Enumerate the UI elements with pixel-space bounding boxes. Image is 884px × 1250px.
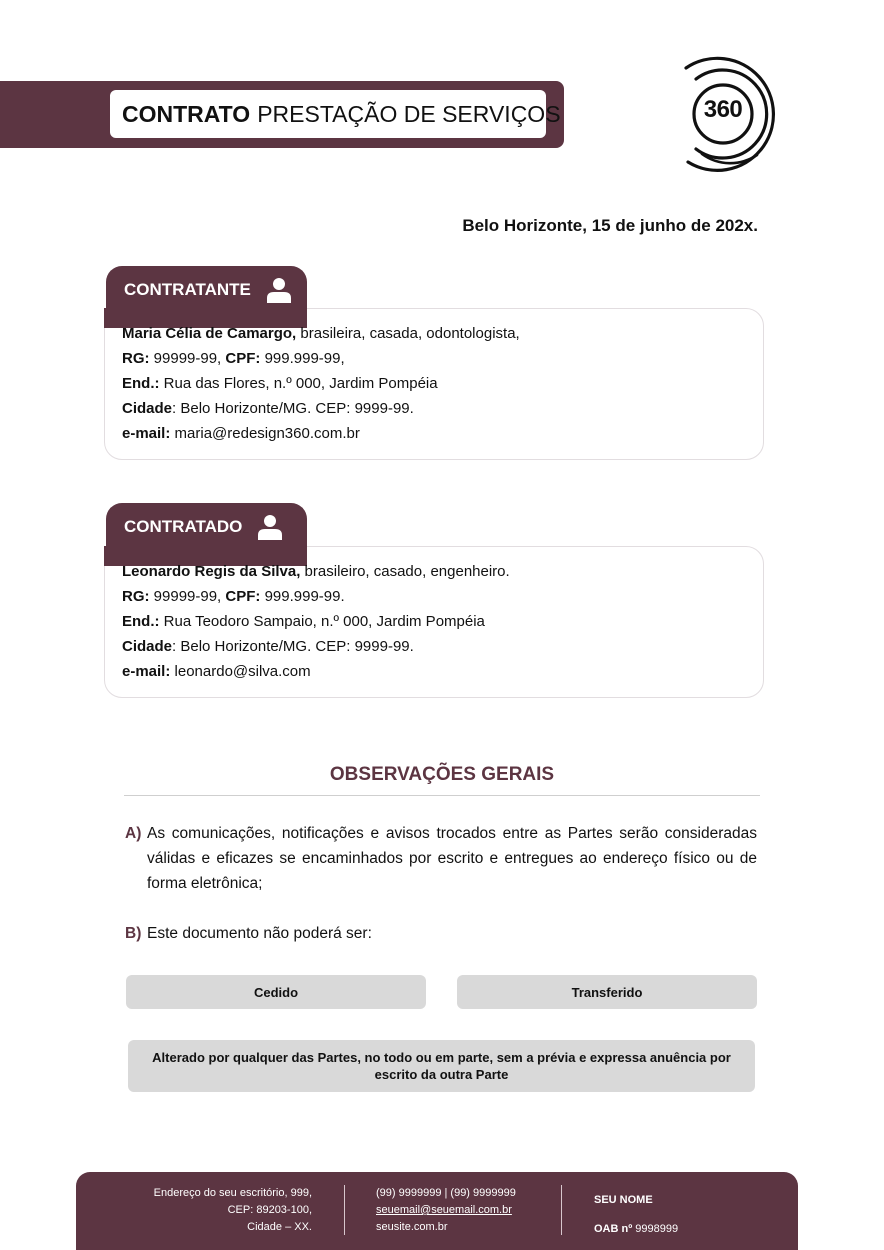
contratante-tab [106,266,307,314]
date-line: Belo Horizonte, 15 de junho de 202x. [462,216,758,235]
footer [76,1172,798,1250]
contratante-details [122,321,752,446]
footer-phones: (99) 9999999 | (99) 9999999 [376,1187,516,1199]
clause-b-text: Este documento não poderá ser: [147,925,372,942]
clause-a-text: As comunicações, notificações e avisos trocados entre as Partes serão consideradas válidas e eficazes se encaminhados por escrito e entregues ao endereço físico ou de forma eletrônica; [147,825,757,892]
address-line-3: Cidade – XX. [247,1221,312,1233]
contratado-tab [106,503,307,551]
option-cedido: Cedido [126,975,426,1009]
person-icon [267,277,291,303]
end-label: End.: [122,375,160,392]
contratado-details [122,559,752,684]
contratado-label: CONTRATADO [124,517,243,536]
cpf-label: CPF: [225,350,261,367]
cidade-value: : Belo Horizonte/MG. CEP: 9999-99. [172,400,414,417]
footer-contact [376,1185,516,1236]
oab-value: 9998999 [632,1223,679,1235]
cidade-value: : Belo Horizonte/MG. CEP: 9999-99. [172,638,414,655]
observacoes-title: OBSERVAÇÕES GERAIS [329,764,555,785]
cidade-label: Cidade [122,400,173,417]
cpf-label: CPF: [225,588,261,605]
footer-divider [561,1185,562,1235]
contratado-name: Leonardo Regis da Silva, [122,563,301,580]
document-title [110,90,561,138]
end-label: End.: [122,613,160,630]
cpf-value: 999.999-99. [260,588,345,605]
rg-value: 99999-99, [149,588,226,605]
contratante-label: CONTRATANTE [124,280,251,299]
rg-label: RG: [122,588,150,605]
footer-address [154,1185,312,1236]
cpf-value: 999.999-99, [260,350,345,367]
email-value: maria@redesign360.com.br [170,425,360,442]
footer-site-link[interactable]: seusite.com.br [376,1221,448,1233]
logo-text: 360 [703,96,743,123]
person-icon [258,514,282,540]
footer-email-link[interactable]: seuemail@seuemail.com.br [376,1204,512,1216]
email-label: e-mail: [122,663,171,680]
clause-b [125,921,757,946]
clause-a-letter: A) [125,825,142,842]
contratante-name: Maria Célia de Camargo, [122,325,297,342]
email-value: leonardo@silva.com [170,663,311,680]
address-line-1: Endereço do seu escritório, 999, [153,1187,312,1199]
address-line-2: CEP: 89203-100, [227,1204,312,1216]
end-value: Rua Teodoro Sampaio, n.º 000, Jardim Pompéia [159,613,485,630]
email-label: e-mail: [122,425,171,442]
footer-divider [344,1185,345,1235]
clause-b-letter: B) [125,925,142,942]
rg-value: 99999-99, [149,350,226,367]
footer-name: SEU NOME [594,1194,653,1206]
logo-360 [682,52,792,176]
contratado-desc: brasileiro, casado, engenheiro. [300,563,510,580]
contratante-desc: brasileira, casada, odontologista, [296,325,520,342]
option-transferido: Transferido [457,975,757,1009]
oab-label: OAB nº [594,1223,633,1235]
clause-a [125,821,757,896]
cidade-label: Cidade [122,638,173,655]
observacoes-divider [124,795,760,796]
title-rest: PRESTAÇÃO DE SERVIÇOS [257,100,561,127]
footer-oab [594,1221,678,1238]
option-alterado: Alterado por qualquer das Partes, no todo ou em parte, sem a prévia e expressa anuência por escrito da outra Parte [128,1040,755,1092]
end-value: Rua das Flores, n.º 000, Jardim Pompéia [159,375,438,392]
rg-label: RG: [122,350,150,367]
title-bold: CONTRATO [122,100,251,127]
